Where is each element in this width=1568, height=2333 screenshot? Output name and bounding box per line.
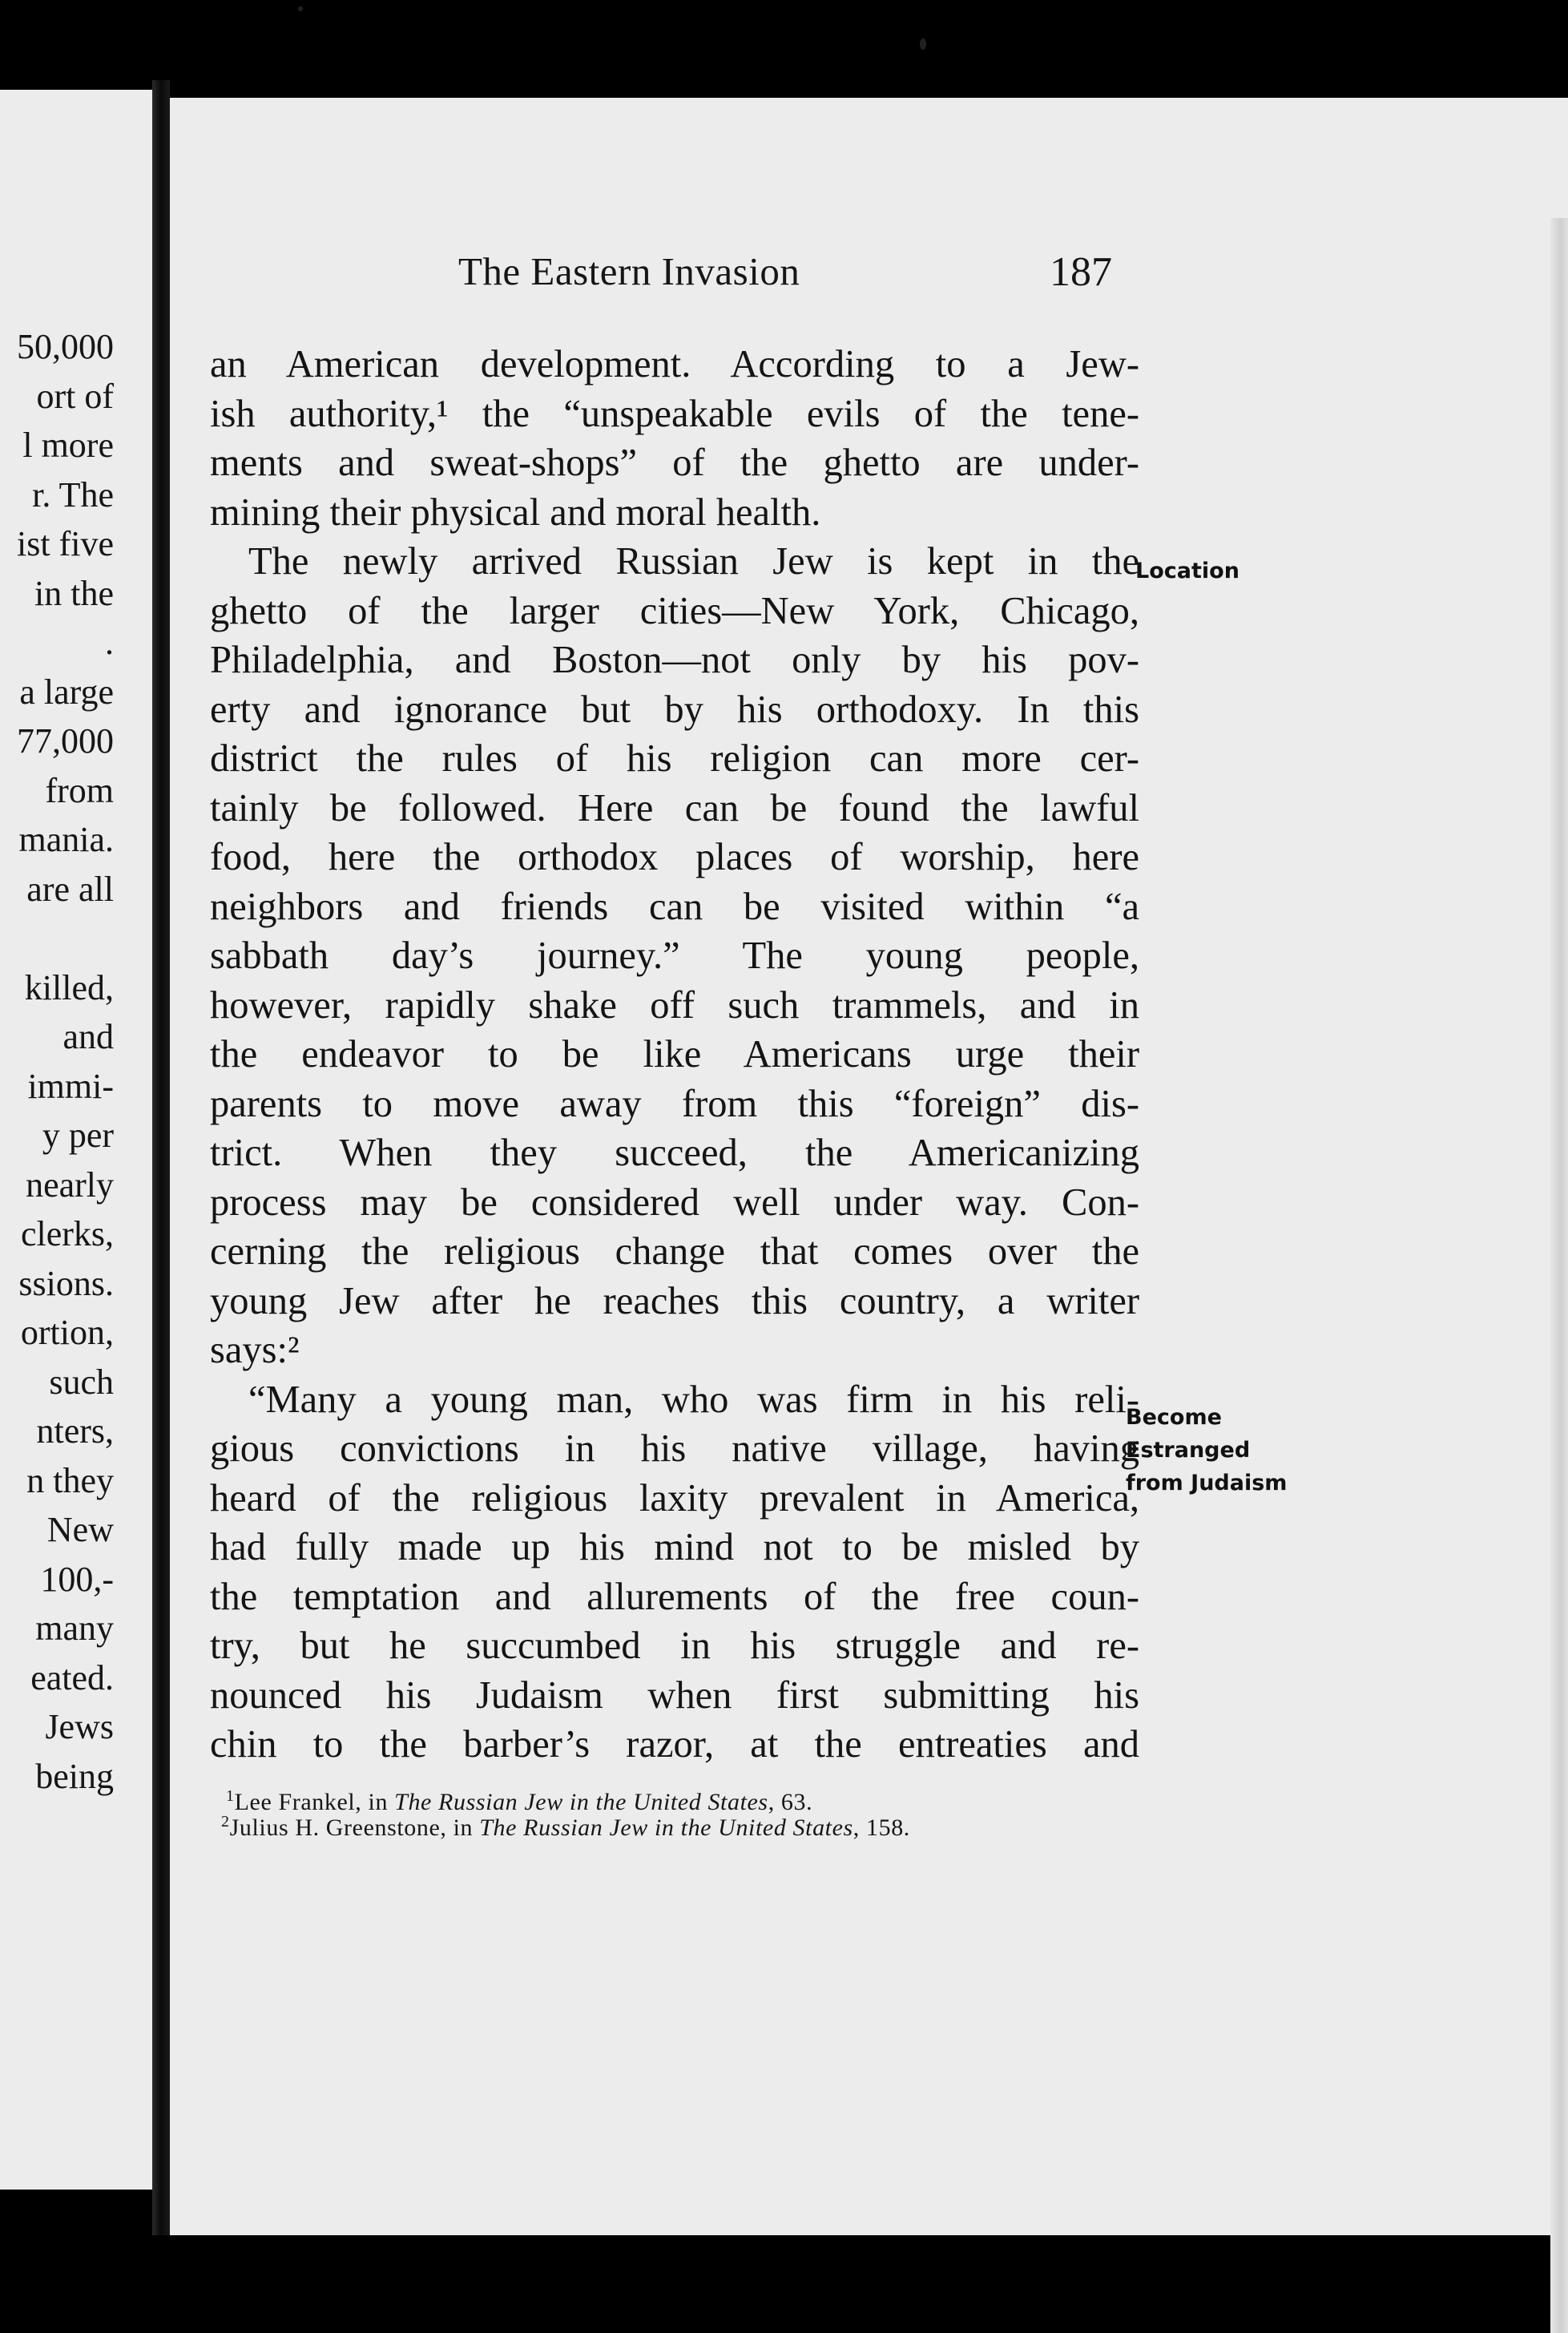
text-line: clerks,	[20, 1214, 114, 1253]
text-line: many	[35, 1608, 114, 1648]
text-line: ssions.	[18, 1263, 114, 1303]
text-line: parents to move away from this “foreign” dis-	[210, 1082, 1139, 1125]
text-line: erty and ignorance but by his orthodoxy. In this	[210, 688, 1139, 731]
text-line: The newly arrived Russian Jew is kept in the	[248, 540, 1139, 583]
text-line: 50,000	[17, 327, 114, 366]
sidenote-location	[1135, 555, 1239, 587]
text-line: 77,000	[17, 721, 114, 761]
text-line: a large	[19, 672, 114, 712]
text-line: district the rules of his religion can more cer-	[210, 737, 1139, 780]
text-line: from	[45, 770, 114, 810]
sidenote-line: Location	[1135, 559, 1239, 583]
right-page	[170, 98, 1568, 2235]
scan-speck	[298, 6, 303, 11]
paragraph	[210, 537, 1139, 1375]
text-line: 100,-	[40, 1559, 114, 1599]
text-line: r. The	[32, 474, 114, 515]
text-line: l more	[22, 426, 114, 465]
footnote-text: , 63.	[768, 1789, 813, 1815]
text-line: in the	[34, 573, 114, 613]
paragraph	[210, 1375, 1139, 1770]
text-line: tainly be followed. Here can be found the lawful	[210, 786, 1139, 829]
text-line: ments and sweat-shops” of the ghetto are under-	[210, 442, 1139, 484]
left-page-text	[17, 322, 114, 1801]
text-line: ghetto of the larger cities—New York, Chicago,	[210, 589, 1139, 632]
text-line: being	[35, 1756, 114, 1796]
text-line: an American development. According to a Jew-	[210, 343, 1139, 385]
footnote-text: , 158.	[853, 1814, 910, 1841]
footnote-marker: 2	[221, 1813, 230, 1830]
text-line: ort of	[36, 376, 114, 416]
sidenote-estranged	[1126, 1401, 1287, 1499]
text-line	[17, 914, 114, 963]
paragraph	[210, 340, 1139, 537]
text-line: nters,	[36, 1411, 114, 1451]
footnote-text: Julius H. Greenstone, in	[229, 1814, 480, 1841]
text-line: n they	[26, 1460, 114, 1500]
text-line: “Many a young man, who was firm in his reli-	[248, 1378, 1139, 1421]
text-line: cerning the religious change that comes over the	[210, 1230, 1139, 1273]
text-line: eated.	[30, 1657, 114, 1697]
footnote-marker: 1	[226, 1787, 235, 1805]
text-line: nearly	[26, 1164, 114, 1205]
text-line: had fully made up his mind not to be misled by	[210, 1526, 1139, 1568]
text-line: Philadelphia, and Boston—not only by his pov-	[210, 639, 1139, 681]
text-line: try, but he succumbed in his struggle and re-	[210, 1625, 1139, 1667]
footnote	[226, 1787, 812, 1816]
text-line: New	[46, 1510, 114, 1549]
text-line: however, rapidly shake off such trammels, and in	[210, 983, 1139, 1027]
text-line: immi-	[27, 1066, 114, 1106]
text-line: killed,	[24, 967, 114, 1007]
text-line: mania.	[18, 820, 114, 859]
text-line: mining their physical and moral health.	[210, 490, 821, 534]
footnote-text: Lee Frankel, in	[234, 1789, 395, 1815]
text-line: the endeavor to be like Americans urge their	[210, 1033, 1139, 1076]
running-head: The Eastern Invasion	[458, 249, 800, 293]
book-gutter	[152, 80, 170, 2235]
sidenote-line: from Judaism	[1126, 1471, 1288, 1495]
footnote-title: The Russian Jew in the United States	[479, 1814, 853, 1841]
sidenote-line: Become	[1126, 1405, 1222, 1430]
text-line: ortion,	[20, 1313, 114, 1352]
text-line: are all	[26, 869, 114, 909]
text-line: neighbors and friends can be visited within “a	[210, 885, 1139, 928]
text-line: nounced his Judaism when first submitting his	[210, 1673, 1139, 1717]
text-line: heard of the religious laxity prevalent in America,	[210, 1476, 1139, 1520]
text-line: the temptation and allurements of the free coun-	[210, 1575, 1139, 1618]
sidenote-line: Estranged	[1126, 1438, 1251, 1463]
page-edge	[1550, 218, 1568, 2333]
text-line: y per	[42, 1116, 114, 1155]
text-line: food, here the orthodox places of worship, here	[210, 836, 1139, 878]
text-line: chin to the barber’s razor, at the entreaties and	[210, 1723, 1139, 1766]
footnote-title: The Russian Jew in the United States	[394, 1789, 768, 1815]
text-line: and	[62, 1017, 114, 1056]
text-line: .	[105, 623, 114, 662]
left-page-fragment	[0, 90, 152, 2190]
text-line: process may be considered well under way. Con-	[210, 1181, 1139, 1224]
body-text	[210, 340, 1139, 1770]
text-line: gious convictions in his native village, having	[210, 1427, 1139, 1470]
text-line: Jews	[45, 1707, 114, 1746]
text-line: such	[49, 1362, 114, 1402]
text-line: young Jew after he reaches this country, a writer	[210, 1279, 1139, 1322]
scan-speck	[920, 38, 926, 50]
text-line: ist five	[17, 524, 114, 563]
page-number: 187	[1050, 249, 1112, 295]
text-line: says:²	[210, 1329, 300, 1371]
text-line: trict. When they succeed, the Americanizing	[210, 1132, 1139, 1174]
text-line: ish authority,¹ the “unspeakable evils of the tene-	[210, 392, 1139, 435]
text-line: sabbath day’s journey.” The young people,	[210, 934, 1139, 977]
footnote	[221, 1813, 910, 1842]
